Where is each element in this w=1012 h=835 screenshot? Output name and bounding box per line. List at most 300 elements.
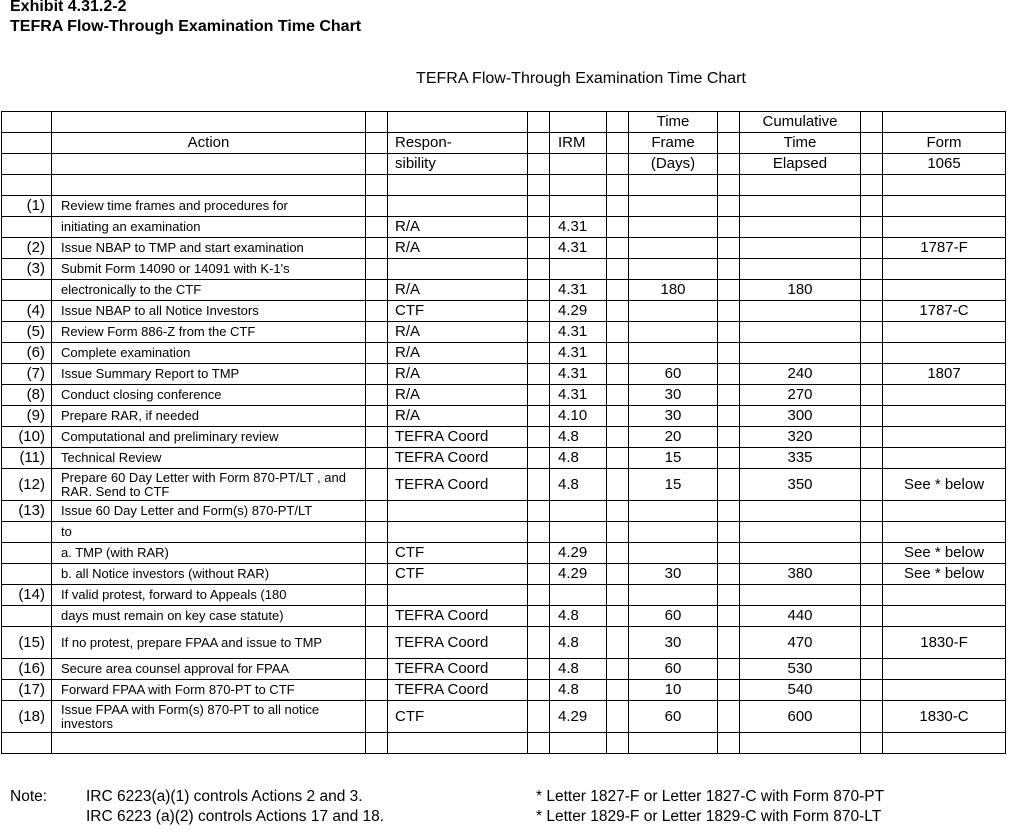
action-cell: Computational and preliminary review: [52, 427, 366, 448]
form-cell: 1830-C: [883, 701, 1006, 733]
spacer-cell: [366, 606, 388, 627]
cumulative-cell: [740, 543, 861, 564]
spacer-cell: [607, 322, 629, 343]
responsibility-cell: R/A: [388, 280, 528, 301]
time-frame-cell: 60: [629, 364, 718, 385]
form-cell: [883, 680, 1006, 701]
spacer-cell: [607, 469, 629, 501]
blank-cell: [629, 733, 718, 754]
header-cumulative-1: Cumulative: [740, 112, 861, 133]
form-cell: [883, 343, 1006, 364]
spacer-cell: [718, 259, 740, 280]
action-cell: Secure area counsel approval for FPAA: [52, 659, 366, 680]
irm-cell: 4.31: [550, 385, 607, 406]
irm-cell: 4.31: [550, 238, 607, 259]
table-row: [2, 259, 1006, 280]
spacer-cell: [528, 364, 550, 385]
cumulative-cell: [740, 301, 861, 322]
action-cell: Issue 60 Day Letter and Form(s) 870-PT/LT: [52, 501, 366, 522]
table-row: [2, 196, 1006, 217]
spacer-cell: [718, 501, 740, 522]
cumulative-cell: [740, 522, 861, 543]
blank-cell: [2, 733, 52, 754]
spacer-cell: [861, 701, 883, 733]
spacer-cell: [718, 385, 740, 406]
responsibility-cell: R/A: [388, 343, 528, 364]
time-frame-cell: [629, 217, 718, 238]
note-star-line: * Letter 1827-F or Letter 1827-C with Form 870-PT: [536, 788, 885, 805]
spacer-cell: [366, 427, 388, 448]
blank-cell: [528, 733, 550, 754]
spacer-cell: [861, 448, 883, 469]
time-frame-cell: 60: [629, 606, 718, 627]
blank-cell: [366, 733, 388, 754]
form-cell: 1787-F: [883, 238, 1006, 259]
responsibility-cell: TEFRA Coord: [388, 448, 528, 469]
row-number: (6): [2, 343, 52, 364]
spacer-cell: [718, 564, 740, 585]
form-cell: [883, 385, 1006, 406]
blank-cell: [740, 733, 861, 754]
spacer-cell: [718, 406, 740, 427]
time-frame-cell: 60: [629, 659, 718, 680]
table-row: [2, 585, 1006, 606]
blank-cell: [550, 733, 607, 754]
header-row-3: [2, 154, 1006, 175]
time-frame-cell: [629, 585, 718, 606]
spacer-cell: [528, 259, 550, 280]
spacer-cell: [528, 406, 550, 427]
responsibility-cell: [388, 259, 528, 280]
spacer-cell: [607, 522, 629, 543]
spacer-cell: [366, 238, 388, 259]
note-irc-line: IRC 6223(a)(1) controls Actions 2 and 3.: [86, 788, 363, 805]
spacer-cell: [861, 543, 883, 564]
action-cell: Issue NBAP to all Notice Investors: [52, 301, 366, 322]
row-number: (15): [2, 627, 52, 659]
table-row: [2, 448, 1006, 469]
row-number: (10): [2, 427, 52, 448]
responsibility-cell: R/A: [388, 364, 528, 385]
irm-cell: [550, 196, 607, 217]
cumulative-cell: 270: [740, 385, 861, 406]
spacer-cell: [861, 280, 883, 301]
spacer-cell: [607, 217, 629, 238]
spacer-cell: [861, 564, 883, 585]
cumulative-cell: 335: [740, 448, 861, 469]
irm-cell: 4.10: [550, 406, 607, 427]
time-frame-cell: 15: [629, 448, 718, 469]
row-number: (12): [2, 469, 52, 501]
spacer-cell: [718, 343, 740, 364]
irm-cell: [550, 522, 607, 543]
header-time-frame-3: (Days): [629, 154, 718, 175]
cumulative-cell: [740, 217, 861, 238]
table-row: [2, 343, 1006, 364]
row-number: [2, 543, 52, 564]
action-cell: Complete examination: [52, 343, 366, 364]
form-cell: See * below: [883, 469, 1006, 501]
spacer-cell: [861, 522, 883, 543]
spacer-cell: [366, 322, 388, 343]
irm-cell: 4.31: [550, 364, 607, 385]
responsibility-cell: [388, 585, 528, 606]
spacer-cell: [528, 680, 550, 701]
table-row: [2, 469, 1006, 501]
responsibility-cell: TEFRA Coord: [388, 680, 528, 701]
action-cell: If valid protest, forward to Appeals (180: [52, 585, 366, 606]
spacer-cell: [861, 627, 883, 659]
spacer-cell: [718, 659, 740, 680]
action-cell: Conduct closing conference: [52, 385, 366, 406]
responsibility-cell: [388, 196, 528, 217]
spacer-cell: [528, 217, 550, 238]
action-cell: Issue Summary Report to TMP: [52, 364, 366, 385]
spacer-cell: [718, 701, 740, 733]
table-row: [2, 301, 1006, 322]
spacer-cell: [718, 301, 740, 322]
spacer-cell: [861, 259, 883, 280]
spacer-cell: [607, 448, 629, 469]
time-frame-cell: [629, 259, 718, 280]
exhibit-number: Exhibit 4.31.2-2: [10, 0, 127, 15]
spacer-cell: [861, 343, 883, 364]
header-action: Action: [52, 133, 366, 154]
time-frame-cell: [629, 238, 718, 259]
form-cell: [883, 259, 1006, 280]
spacer-cell: [607, 564, 629, 585]
cumulative-cell: 470: [740, 627, 861, 659]
spacer-cell: [718, 364, 740, 385]
form-cell: [883, 659, 1006, 680]
cumulative-cell: 350: [740, 469, 861, 501]
table-row: [2, 627, 1006, 659]
action-cell: electronically to the CTF: [52, 280, 366, 301]
spacer-cell: [528, 701, 550, 733]
table-row: [2, 522, 1006, 543]
spacer-cell: [718, 448, 740, 469]
time-frame-cell: 30: [629, 385, 718, 406]
spacer-cell: [607, 680, 629, 701]
action-cell: Prepare 60 Day Letter with Form 870-PT/LT , and RAR. Send to CTF: [52, 469, 366, 501]
spacer-cell: [366, 501, 388, 522]
form-cell: See * below: [883, 543, 1006, 564]
spacer-cell: [366, 259, 388, 280]
note-star: [536, 787, 884, 827]
row-number: (9): [2, 406, 52, 427]
time-frame-cell: 30: [629, 564, 718, 585]
spacer-cell: [607, 364, 629, 385]
blank-cell: [718, 733, 740, 754]
table-row: [2, 564, 1006, 585]
row-number: (5): [2, 322, 52, 343]
irm-cell: 4.8: [550, 448, 607, 469]
row-number: (18): [2, 701, 52, 733]
spacer-cell: [718, 680, 740, 701]
spacer-cell: [366, 469, 388, 501]
spacer-cell: [718, 280, 740, 301]
responsibility-cell: CTF: [388, 301, 528, 322]
form-cell: [883, 196, 1006, 217]
spacer-cell: [607, 501, 629, 522]
spacer-cell: [528, 469, 550, 501]
cumulative-cell: [740, 343, 861, 364]
note-irc-line: IRC 6223 (a)(2) controls Actions 17 and 18.: [86, 808, 385, 825]
irm-cell: 4.29: [550, 701, 607, 733]
form-cell: 1830-F: [883, 627, 1006, 659]
spacer-cell: [366, 680, 388, 701]
row-number: [2, 522, 52, 543]
spacer-cell: [861, 585, 883, 606]
table-row: [2, 406, 1006, 427]
exhibit-title: TEFRA Flow-Through Examination Time Chart: [10, 18, 362, 35]
responsibility-cell: TEFRA Coord: [388, 606, 528, 627]
spacer-cell: [528, 196, 550, 217]
irm-cell: 4.8: [550, 627, 607, 659]
form-cell: [883, 501, 1006, 522]
time-frame-cell: [629, 322, 718, 343]
spacer-cell: [607, 301, 629, 322]
spacer-cell: [366, 343, 388, 364]
irm-cell: [550, 259, 607, 280]
responsibility-cell: TEFRA Coord: [388, 427, 528, 448]
irm-cell: 4.31: [550, 217, 607, 238]
action-cell: Issue NBAP to TMP and start examination: [52, 238, 366, 259]
spacer-cell: [366, 627, 388, 659]
responsibility-cell: [388, 522, 528, 543]
spacer-cell: [528, 448, 550, 469]
spacer-cell: [366, 385, 388, 406]
time-chart-table: [1, 111, 1006, 754]
spacer-cell: [528, 343, 550, 364]
spacer-cell: [528, 301, 550, 322]
table-row: [2, 364, 1006, 385]
spacer-cell: [861, 217, 883, 238]
irm-cell: 4.8: [550, 427, 607, 448]
cumulative-cell: 300: [740, 406, 861, 427]
table-row: [2, 680, 1006, 701]
form-cell: [883, 322, 1006, 343]
blank-row: [2, 733, 1006, 754]
irm-cell: 4.29: [550, 301, 607, 322]
row-number: (11): [2, 448, 52, 469]
irm-cell: 4.8: [550, 680, 607, 701]
spacer-cell: [607, 627, 629, 659]
cumulative-cell: [740, 585, 861, 606]
row-number: (1): [2, 196, 52, 217]
action-cell: to: [52, 522, 366, 543]
spacer-cell: [366, 522, 388, 543]
form-cell: See * below: [883, 564, 1006, 585]
responsibility-cell: CTF: [388, 543, 528, 564]
spacer-cell: [528, 585, 550, 606]
spacer-cell: [528, 522, 550, 543]
form-cell: [883, 406, 1006, 427]
spacer-cell: [607, 238, 629, 259]
spacer-cell: [607, 543, 629, 564]
spacer-cell: [861, 301, 883, 322]
spacer-cell: [861, 364, 883, 385]
spacer-cell: [718, 543, 740, 564]
spacer-cell: [607, 343, 629, 364]
header-time-frame-2: Frame: [629, 133, 718, 154]
row-number: (3): [2, 259, 52, 280]
spacer-cell: [528, 238, 550, 259]
action-cell: Review Form 886-Z from the CTF: [52, 322, 366, 343]
spacer-cell: [366, 543, 388, 564]
cumulative-cell: [740, 196, 861, 217]
form-cell: 1787-C: [883, 301, 1006, 322]
cumulative-cell: [740, 238, 861, 259]
spacer-cell: [861, 659, 883, 680]
row-number: [2, 606, 52, 627]
form-cell: [883, 280, 1006, 301]
row-number: (4): [2, 301, 52, 322]
responsibility-cell: CTF: [388, 701, 528, 733]
header-form-2: 1065: [883, 154, 1006, 175]
cumulative-cell: 440: [740, 606, 861, 627]
header-row-1: [2, 112, 1006, 133]
responsibility-cell: CTF: [388, 564, 528, 585]
chart-title: TEFRA Flow-Through Examination Time Chart: [416, 70, 746, 87]
responsibility-cell: TEFRA Coord: [388, 627, 528, 659]
spacer-cell: [528, 322, 550, 343]
spacer-cell: [366, 448, 388, 469]
action-cell: Forward FPAA with Form 870-PT to CTF: [52, 680, 366, 701]
action-cell: Review time frames and procedures for: [52, 196, 366, 217]
table-row: [2, 543, 1006, 564]
form-cell: [883, 585, 1006, 606]
form-cell: 1807: [883, 364, 1006, 385]
spacer-cell: [861, 469, 883, 501]
spacer-cell: [607, 259, 629, 280]
spacer-cell: [861, 501, 883, 522]
table-row: [2, 701, 1006, 733]
spacer-cell: [366, 585, 388, 606]
spacer-cell: [528, 543, 550, 564]
header-responsibility-1: Respon-: [388, 133, 528, 154]
irm-cell: 4.29: [550, 564, 607, 585]
header-form-1: Form: [883, 133, 1006, 154]
spacer-cell: [718, 196, 740, 217]
time-frame-cell: 180: [629, 280, 718, 301]
spacer-cell: [861, 406, 883, 427]
irm-cell: 4.31: [550, 322, 607, 343]
spacer-cell: [607, 196, 629, 217]
responsibility-cell: R/A: [388, 217, 528, 238]
spacer-cell: [366, 364, 388, 385]
table-row: [2, 501, 1006, 522]
spacer-cell: [607, 280, 629, 301]
header-time-frame-1: Time: [629, 112, 718, 133]
spacer-cell: [528, 385, 550, 406]
spacer-cell: [607, 701, 629, 733]
row-number: (2): [2, 238, 52, 259]
form-cell: [883, 427, 1006, 448]
spacer-cell: [607, 659, 629, 680]
note-irc: [86, 787, 384, 827]
irm-cell: [550, 585, 607, 606]
responsibility-cell: R/A: [388, 406, 528, 427]
irm-cell: [550, 501, 607, 522]
spacer-cell: [607, 427, 629, 448]
spacer-cell: [366, 564, 388, 585]
irm-cell: 4.8: [550, 659, 607, 680]
table-row: [2, 280, 1006, 301]
time-frame-cell: 60: [629, 701, 718, 733]
form-cell: [883, 217, 1006, 238]
responsibility-cell: R/A: [388, 238, 528, 259]
action-cell: Issue FPAA with Form(s) 870-PT to all notice investors: [52, 701, 366, 733]
responsibility-cell: TEFRA Coord: [388, 469, 528, 501]
spacer-cell: [718, 427, 740, 448]
spacer-cell: [366, 280, 388, 301]
spacer-cell: [528, 280, 550, 301]
spacer-cell: [718, 627, 740, 659]
action-cell: Prepare RAR, if needed: [52, 406, 366, 427]
blank-cell: [607, 733, 629, 754]
spacer-cell: [718, 522, 740, 543]
time-frame-cell: 30: [629, 627, 718, 659]
time-frame-cell: [629, 343, 718, 364]
cumulative-cell: 540: [740, 680, 861, 701]
cumulative-cell: 320: [740, 427, 861, 448]
row-number: [2, 217, 52, 238]
form-cell: [883, 606, 1006, 627]
header-irm: IRM: [550, 133, 607, 154]
row-number: (16): [2, 659, 52, 680]
spacer-cell: [718, 606, 740, 627]
form-cell: [883, 448, 1006, 469]
spacer-cell: [607, 585, 629, 606]
time-frame-cell: 30: [629, 406, 718, 427]
spacer-cell: [861, 322, 883, 343]
irm-cell: 4.31: [550, 280, 607, 301]
spacer-cell: [718, 322, 740, 343]
table-row: [2, 217, 1006, 238]
note-label: Note:: [10, 788, 48, 805]
responsibility-cell: R/A: [388, 322, 528, 343]
cumulative-cell: 180: [740, 280, 861, 301]
irm-cell: 4.29: [550, 543, 607, 564]
form-cell: [883, 522, 1006, 543]
spacer-cell: [366, 217, 388, 238]
cumulative-cell: 380: [740, 564, 861, 585]
table-row: [2, 606, 1006, 627]
time-frame-cell: [629, 501, 718, 522]
spacer-cell: [861, 385, 883, 406]
spacer-cell: [528, 627, 550, 659]
blank-cell: [883, 733, 1006, 754]
table-row: [2, 238, 1006, 259]
spacer-cell: [366, 701, 388, 733]
spacer-cell: [528, 606, 550, 627]
table-body: [2, 112, 1006, 754]
time-frame-cell: [629, 196, 718, 217]
spacer-cell: [718, 585, 740, 606]
responsibility-cell: R/A: [388, 385, 528, 406]
spacer-cell: [607, 385, 629, 406]
cumulative-cell: 600: [740, 701, 861, 733]
row-number: (14): [2, 585, 52, 606]
blank-cell: [388, 733, 528, 754]
row-number: (7): [2, 364, 52, 385]
spacer-cell: [607, 606, 629, 627]
responsibility-cell: [388, 501, 528, 522]
table-row: [2, 659, 1006, 680]
action-cell: If no protest, prepare FPAA and issue to TMP: [52, 627, 366, 659]
spacer-cell: [528, 427, 550, 448]
